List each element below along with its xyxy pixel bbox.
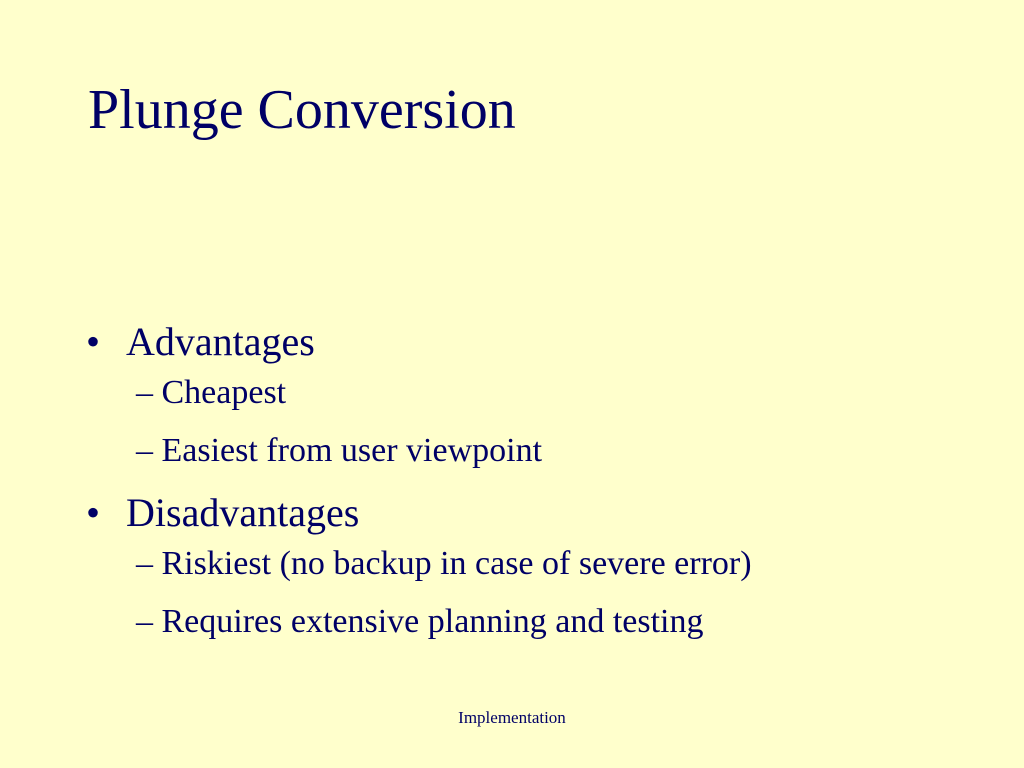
sub-item-text: Riskiest (no backup in case of severe error) <box>161 545 752 582</box>
sub-item-text: Requires extensive planning and testing <box>161 603 704 640</box>
dash-icon: – <box>136 603 162 640</box>
dash-icon: – <box>136 432 162 469</box>
bullet-disadvantages <box>86 487 986 539</box>
bullet-list <box>86 316 986 658</box>
sub-item <box>136 542 986 586</box>
dash-icon: – <box>136 374 162 411</box>
sub-item-text: Cheapest <box>161 374 287 411</box>
bullet-icon: • <box>86 319 101 364</box>
sub-item <box>136 600 986 644</box>
slide-title: Plunge Conversion <box>88 79 516 141</box>
sub-list-container <box>86 542 986 644</box>
sub-item <box>136 429 986 473</box>
sub-item-text: Easiest from user viewpoint <box>161 432 543 469</box>
slide-footer: Implementation <box>458 708 566 727</box>
disadvantages-sub-list <box>86 542 986 644</box>
bullet-advantages <box>86 316 986 368</box>
sub-item <box>136 371 986 415</box>
dash-icon: – <box>136 545 162 582</box>
bullet-label: Advantages <box>126 319 315 364</box>
sub-list-container <box>86 371 986 473</box>
advantages-sub-list <box>86 371 986 473</box>
bullet-icon: • <box>86 490 101 535</box>
bullet-label: Disadvantages <box>126 490 360 535</box>
